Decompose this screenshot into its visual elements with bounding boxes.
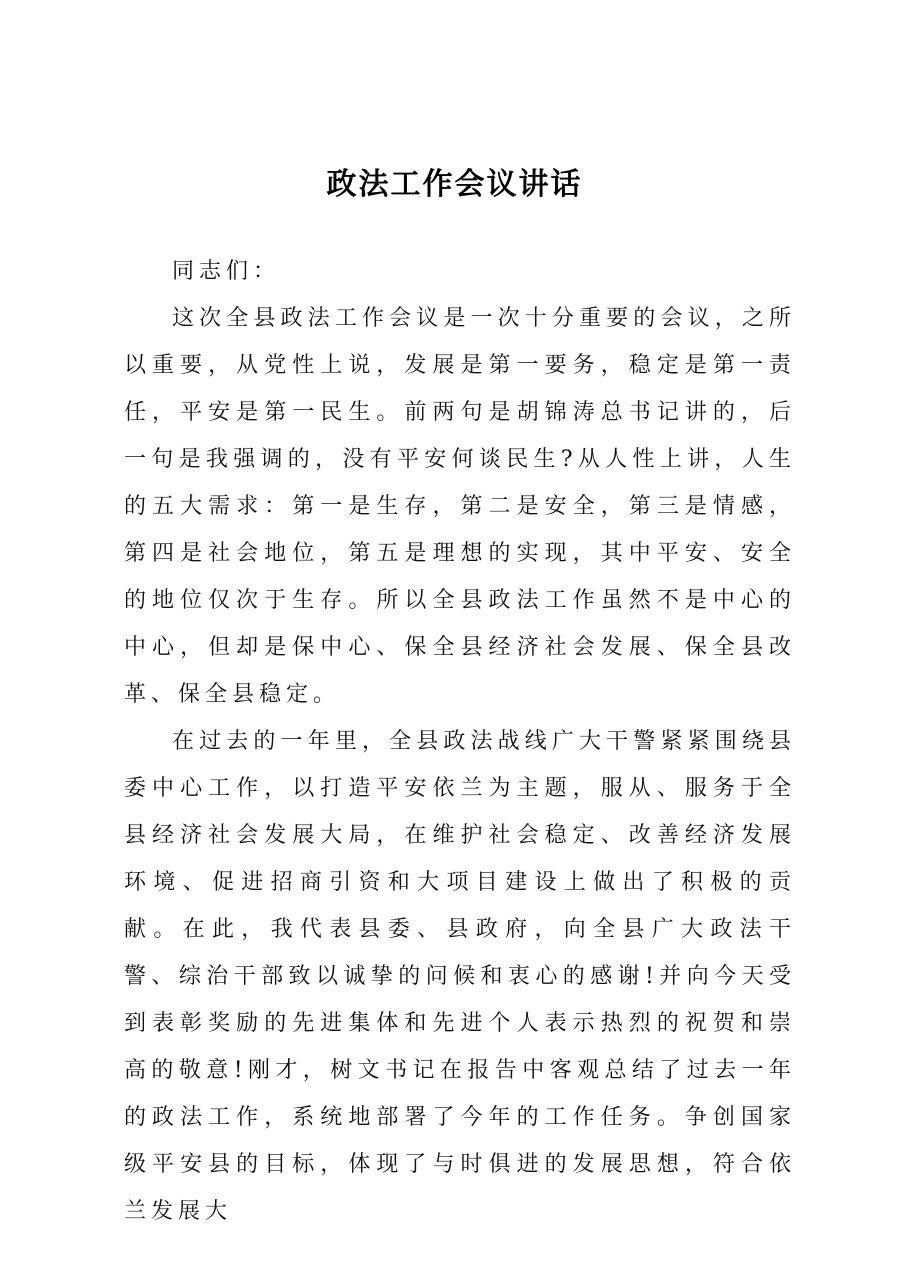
document-title: 政法工作会议讲话 [326, 167, 583, 202]
salutation: 同志们： [172, 259, 281, 284]
paragraph-1: 这次全县政法工作会议是一次十分重要的会议，之所以重要，从党性上说，发展是第一要务，稳定是第一责任，平安是第一民生。前两句是胡锦涛总书记讲的，后一句是我强调的，没有平安何谈民生?从人性上讲，人生的五大需求：第一是生存，第二是安全，第三是情感，第四是社会地位，第五是理想的实现，其中平安、安全的地位仅次于生存。所以全县政法工作虽然不是中心的中心，但却是保中心、保全县经济社会发展、保全县改革、保全县稳定。 [124, 306, 796, 707]
paragraph-2: 在过去的一年里，全县政法战线广大干警紧紧围绕县委中心工作，以打造平安依兰为主题，服从、服务于全县经济社会发展大局，在维护社会稳定、改善经济发展环境、促进招商引资和大项目建设上做出了积极的贡献。在此，我代表县委、县政府，向全县广大政法干警、综治干部致以诚挚的问候和衷心的感谢!并向今天受到表彰奖励的先进集体和先进个人表示热烈的祝贺和崇高的敬意!刚才，树文书记在报告中客观总结了过去一年的政法工作，系统地部署了今年的工作任务。争创国家级平安县的目标，体现了与时俱进的发展思想，符合依兰发展大 [124, 729, 796, 1224]
document-body [124, 248, 796, 1235]
